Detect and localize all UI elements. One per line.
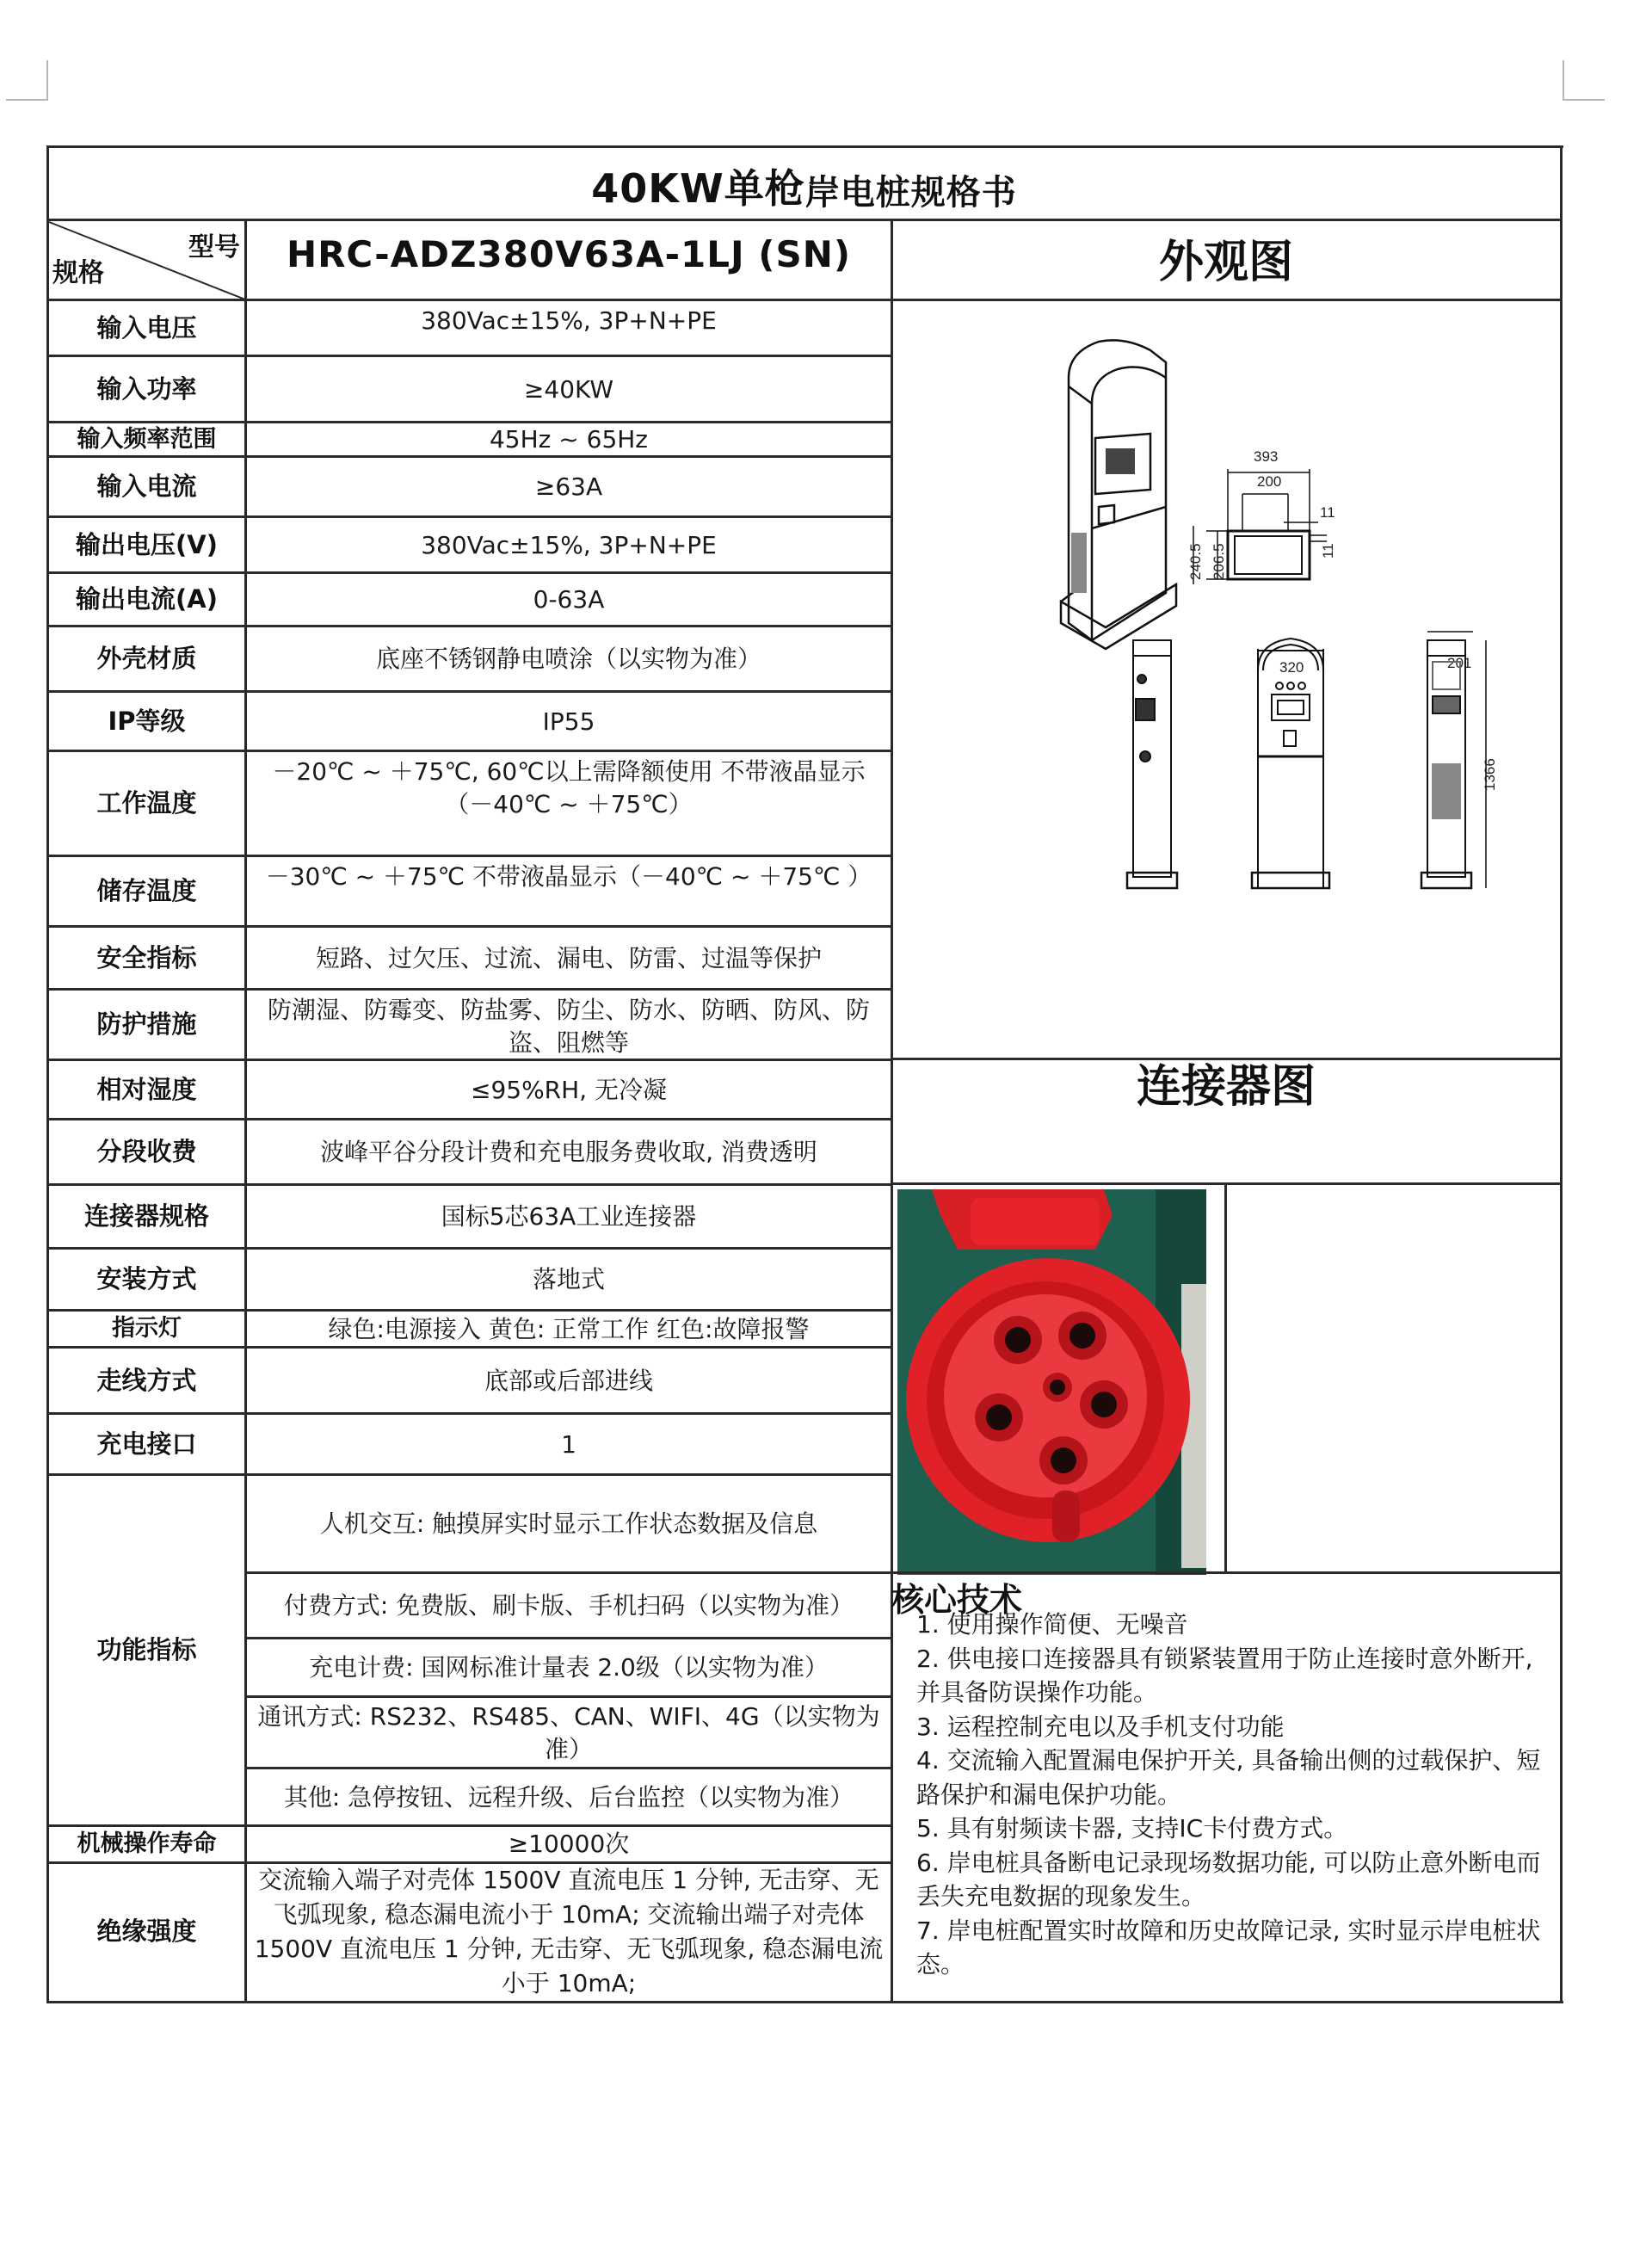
- function-spec-label: 功能指标: [96, 1634, 197, 1664]
- crop-mark-top-left-v: [46, 60, 48, 101]
- spec-value: －20℃ ~ ＋75℃, 60℃以上需降额使用 不带液晶显示（－40℃ ~ ＋75℃）: [272, 757, 866, 818]
- title-part-main: 40KW单枪: [591, 165, 805, 212]
- dim-393: 393: [1254, 448, 1279, 465]
- header-corner-cell: [47, 220, 245, 299]
- connector-title: 连接器图: [1136, 1060, 1316, 1113]
- spec-label: 防护措施: [96, 1009, 197, 1040]
- spec-label: 相对湿度: [96, 1074, 197, 1104]
- spec-label: 输出电压(V): [76, 529, 218, 559]
- appearance-title: 外观图: [1158, 236, 1293, 288]
- spec-value: 底部或后部进线: [484, 1366, 653, 1395]
- spec-label: 指示灯: [112, 1315, 182, 1343]
- function-spec-item: 付费方式: 免费版、刷卡版、手机扫码（以实物为准）: [283, 1591, 854, 1620]
- spec-label: 输入电压: [96, 312, 197, 343]
- spec-value: 防潮湿、防霉变、防盐雾、防尘、防水、防晒、防风、防盗、阻燃等: [267, 996, 870, 1057]
- spec-value: 短路、过欠压、过流、漏电、防雷、过温等保护: [315, 943, 822, 972]
- spec-label: 输入电流: [96, 472, 197, 502]
- core-tech-list: [916, 1608, 1553, 1982]
- core-tech-item: 2. 供电接口连接器具有锁紧装置用于防止连接时意外断开, 并具备防误操作功能。: [916, 1644, 1533, 1707]
- spec-label: 储存温度: [96, 876, 197, 906]
- function-spec-item: 其他: 急停按钮、远程升级、后台监控（以实物为准）: [283, 1782, 854, 1812]
- spec-value: ≥63A: [534, 472, 603, 502]
- isometric-panel-detail: [1071, 448, 1135, 593]
- spec-value: 落地式: [532, 1265, 605, 1294]
- spec-value: 45Hz ~ 65Hz: [489, 425, 649, 454]
- core-tech-item: 1. 使用操作简便、无噪音: [916, 1610, 1188, 1639]
- function-spec-item: 通讯方式: RS232、RS485、CAN、WIFI、4G（以实物为准）: [257, 1701, 880, 1763]
- spec-label: 安全指标: [96, 942, 197, 972]
- dim-200: 200: [1257, 473, 1282, 490]
- insulation-label: 绝缘强度: [96, 1917, 197, 1947]
- dim-201: 201: [1447, 655, 1472, 671]
- spec-label: 走线方式: [96, 1365, 197, 1395]
- mechanical-life-value: ≥10000次: [508, 1830, 630, 1859]
- appearance-drawing: [892, 300, 1560, 1058]
- dim-320: 320: [1279, 659, 1304, 676]
- spec-label: IP等级: [108, 706, 186, 736]
- dim-206-5: 206.5: [1211, 543, 1227, 580]
- crop-mark-top-right-h: [1563, 99, 1605, 101]
- function-spec-item: 人机交互: 触摸屏实时显示工作状态数据及信息: [319, 1509, 818, 1539]
- spec-value: 380Vac±15%, 3P+N+PE: [421, 530, 717, 559]
- spec-value: 绿色:电源接入 黄色: 正常工作 红色:故障报警: [328, 1314, 810, 1343]
- spec-value: －30℃ ~ ＋75℃ 不带液晶显示（－40℃ ~ ＋75℃ ）: [265, 862, 872, 891]
- core-tech-item: 4. 交流输入配置漏电保护开关, 具备输出侧的过载保护、短路保护和漏电保护功能。: [916, 1746, 1541, 1809]
- side-elevation-left: [1127, 640, 1177, 888]
- dim-11-side: 11: [1320, 543, 1336, 559]
- front-elevation: [1252, 639, 1329, 888]
- spec-label: 连接器规格: [83, 1201, 209, 1231]
- table-border-top: [47, 145, 1563, 148]
- insulation-value: 交流输入端子对壳体 1500V 直流电压 1 分钟, 无击穿、无飞弧现象, 稳态漏电流小于 10mA; 交流输出端子对壳体 1500V 直流电压 1 分钟, 无击穿、无飞弧现象, 稳态漏电流小于 10mA;: [254, 1866, 884, 1997]
- spec-value: IP55: [542, 707, 595, 736]
- corner-label-model: 型号: [188, 232, 240, 262]
- spec-label: 充电接口: [96, 1429, 197, 1459]
- table-border-right: [1560, 145, 1563, 2003]
- core-tech-item: 5. 具有射频读卡器, 支持IC卡付费方式。: [916, 1814, 1348, 1843]
- crop-mark-top-right-v: [1563, 60, 1564, 101]
- dim-240-5: 240.5: [1187, 543, 1204, 580]
- spec-value: ≥40KW: [523, 374, 614, 404]
- spec-value: 0-63A: [533, 585, 605, 614]
- spec-label: 输入功率: [96, 373, 197, 404]
- spec-label: 分段收费: [96, 1137, 197, 1167]
- crop-mark-top-left-h: [6, 99, 48, 101]
- dim-11-top: 11: [1320, 504, 1335, 521]
- spec-label: 外壳材质: [96, 644, 197, 674]
- spec-label: 输出电流(A): [76, 584, 218, 614]
- document-title: [47, 146, 1561, 219]
- red-industrial-connector-icon: [897, 1189, 1206, 1575]
- connector-photo: [897, 1189, 1206, 1575]
- core-tech-item: 3. 运程控制充电以及手机支付功能: [916, 1712, 1285, 1741]
- spec-value: 波峰平谷分段计费和充电服务费收取, 消费透明: [320, 1138, 817, 1167]
- core-tech-item: 7. 岸电桩配置实时故障和历史故障记录, 实时显示岸电桩状态。: [916, 1916, 1541, 1978]
- corner-label-spec: 规格: [52, 258, 104, 288]
- spec-value: 380Vac±15%, 3P+N+PE: [421, 306, 717, 335]
- spec-value: ≤95%RH, 无冷凝: [470, 1075, 667, 1104]
- spec-value: 底座不锈钢静电喷涂（以实物为准）: [375, 645, 761, 674]
- core-tech-item: 6. 岸电桩具备断电记录现场数据功能, 可以防止意外断电而丢失充电数据的现象发生。: [916, 1848, 1541, 1910]
- table-border-bottom: [47, 2001, 1563, 2003]
- spec-label: 安装方式: [96, 1264, 197, 1294]
- isometric-view-icon: [1061, 340, 1176, 649]
- spec-label: 输入频率范围: [77, 425, 217, 453]
- core-tech-title: 核心技术: [891, 1581, 1023, 1619]
- spec-label: 工作温度: [96, 788, 197, 818]
- function-spec-item: 充电计费: 国网标准计量表 2.0级（以实物为准）: [309, 1653, 829, 1682]
- model-number: HRC-ADZ380V63A-1LJ (SN): [286, 232, 852, 275]
- spec-value: 1: [561, 1429, 576, 1459]
- title-part-sub: 岸电桩规格书: [804, 173, 1017, 213]
- connector-photo-divider: [1224, 1183, 1227, 1572]
- dim-1366: 1366: [1482, 758, 1498, 791]
- spec-value: 国标5芯63A工业连接器: [441, 1202, 697, 1231]
- mechanical-life-label: 机械操作寿命: [77, 1830, 217, 1857]
- dimension-labels: [1187, 448, 1498, 791]
